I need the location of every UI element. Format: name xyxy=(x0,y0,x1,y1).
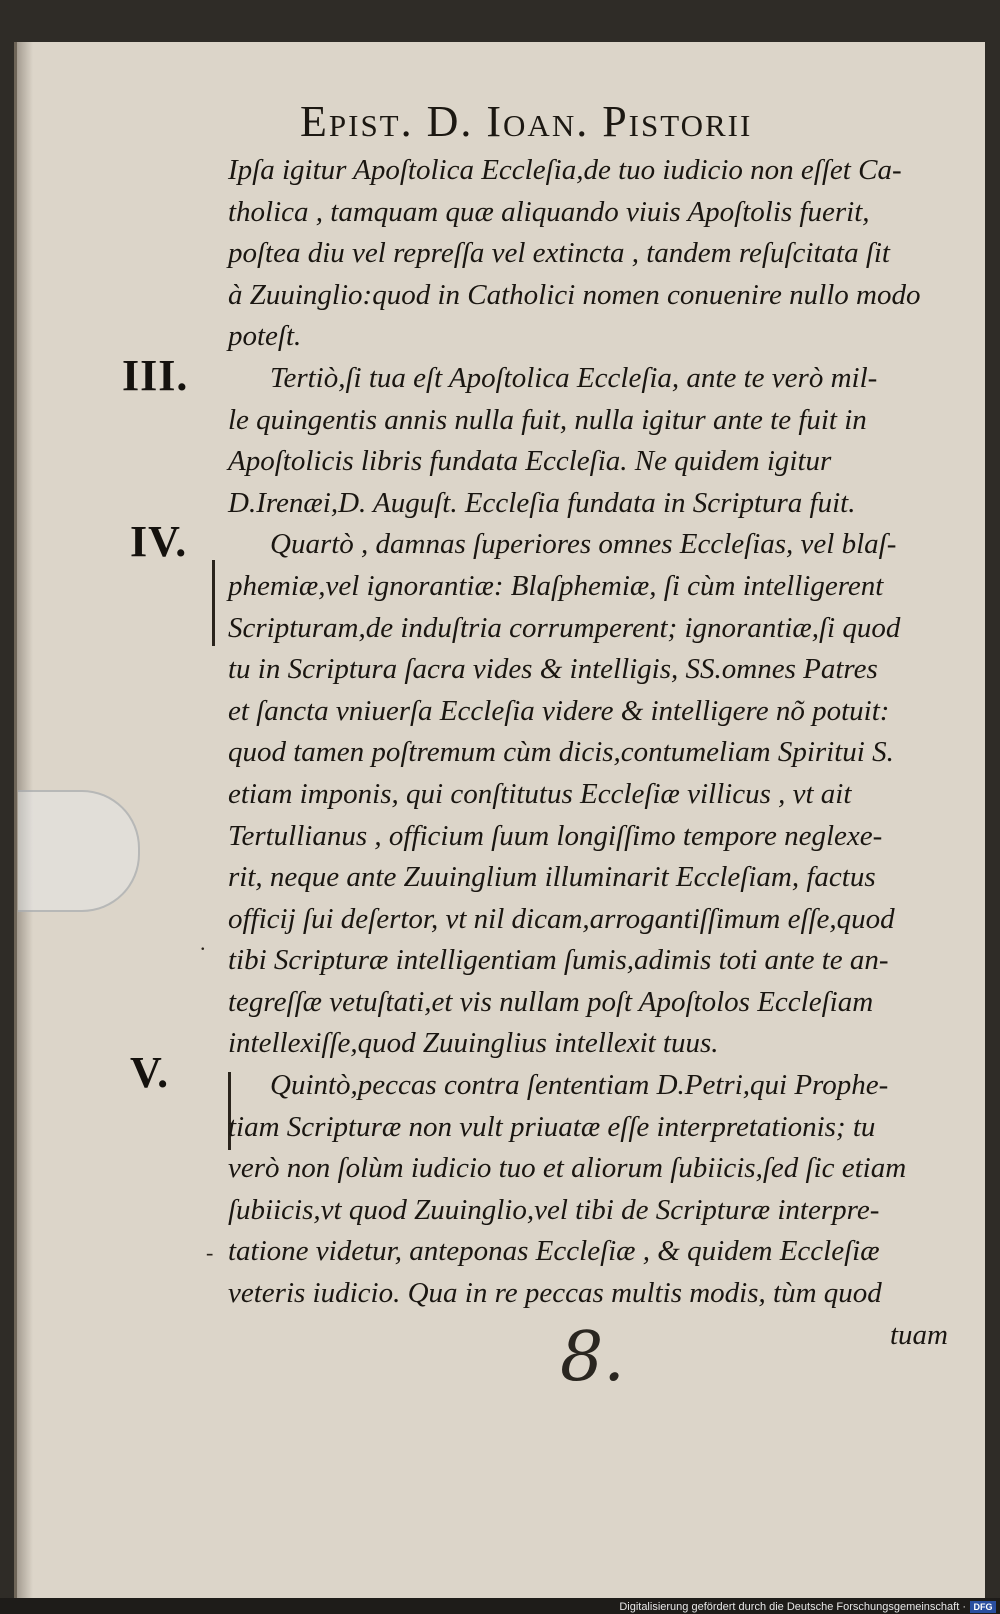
text-line: poſtea diu vel repreſſa vel extincta , tandem reſuſcitata ſit xyxy=(228,237,890,270)
text-line: rit, neque ante Zuuinglium illuminarit Eccleſiam, factus xyxy=(228,861,876,894)
text-line: à Zuuinglio:quod in Catholici nomen conuenire nullo modo xyxy=(228,278,921,311)
text-line: D.Irenæi,D. Auguſt. Eccleſia fundata in Scriptura fuit. xyxy=(228,486,856,519)
text-line: Scripturam,de induſtria corrumperent; ignorantiæ,ſi quod xyxy=(228,611,901,644)
handwritten-folio-number: 8. xyxy=(560,1318,625,1397)
text-line: et ſancta vniuerſa Eccleſia videre & intelligere nõ potuit: xyxy=(228,694,890,727)
running-head: Epist. D. Ioan. Pistorii xyxy=(300,97,753,146)
margin-number-iii: III. xyxy=(122,351,189,400)
text-line: Quartò , damnas ſuperiores omnes Eccleſias, vel blaſ- xyxy=(270,528,897,561)
text-line: Tertullianus , officium ſuum longiſſimo tempore neglexe- xyxy=(228,819,883,852)
catchword: tuam xyxy=(890,1318,948,1351)
text-line: tibi Scripturæ intelligentiam ſumis,adimis toti ante te an- xyxy=(228,944,889,977)
text-line: le quingentis annis nulla fuit, nulla igitur ante te fuit in xyxy=(228,403,867,436)
footer-bar xyxy=(0,1598,1000,1614)
margin-tick-mark: - xyxy=(206,1240,214,1265)
text-line: tatione videtur, anteponas Eccleſiæ , & quidem Eccleſiæ xyxy=(228,1235,880,1268)
dfg-logo: DFG xyxy=(970,1601,996,1613)
text-line: veteris iudicio. Qua in re peccas multis modis, tùm quod xyxy=(228,1277,882,1310)
text-line: quod tamen poſtremum cùm dicis,contumeliam Spiritui S. xyxy=(228,736,894,769)
funding-credit: Digitalisierung gefördert durch die Deutsche Forschungsgemeinschaft · xyxy=(619,1601,966,1613)
text-line: Ipſa igitur Apoſtolica Eccleſia,de tuo iudicio non eſſet Ca- xyxy=(228,154,902,186)
text-line: intellexiſſe,quod Zuuinglius intellexit tuus. xyxy=(228,1027,719,1060)
body-text xyxy=(228,150,958,1356)
text-line: ſubiicis,vt quod Zuuinglio,vel tibi de Scripturæ interpre- xyxy=(228,1193,880,1226)
text-line: Quintò,peccas contra ſententiam D.Petri,qui Prophe- xyxy=(270,1069,889,1102)
text-line: tegreſſæ vetuſtati,et vis nullam poſt Apoſtolos Eccleſiam xyxy=(228,985,874,1018)
text-line: poteſt. xyxy=(228,320,302,353)
text-line: tholica , tamquam quæ aliquando viuis Apoſtolis fuerit, xyxy=(228,195,870,228)
text-line: etiam imponis, qui conſtitutus Eccleſiæ villicus , vt ait xyxy=(228,777,852,810)
margin-number-v: V. xyxy=(130,1048,170,1097)
margin-dot-mark: . xyxy=(200,930,206,955)
text-line: tiam Scripturæ non vult priuatæ eſſe interpretationis; tu xyxy=(228,1110,876,1143)
text-line: phemiæ,vel ignorantiæ: Blaſphemiæ, ſi cùm intelligerent xyxy=(228,569,884,602)
page-clip xyxy=(18,790,140,912)
margin-number-iv: IV. xyxy=(130,517,188,566)
text-line: Tertiò,ſi tua eſt Apoſtolica Eccleſia, ante te verò mil- xyxy=(270,361,878,394)
margin-bracket-iv xyxy=(212,560,215,646)
text-line: Apoſtolicis libris fundata Eccleſia. Ne quidem igitur xyxy=(228,445,832,478)
text-line: tu in Scriptura ſacra vides & intelligis, SS.omnes Patres xyxy=(228,653,878,686)
text-line: officij ſui deſertor, vt nil dicam,arrogantiſſimum eſſe,quod xyxy=(228,902,895,935)
text-line: verò non ſolùm iudicio tuo et aliorum ſubiicis,ſed ſic etiam xyxy=(228,1152,907,1185)
